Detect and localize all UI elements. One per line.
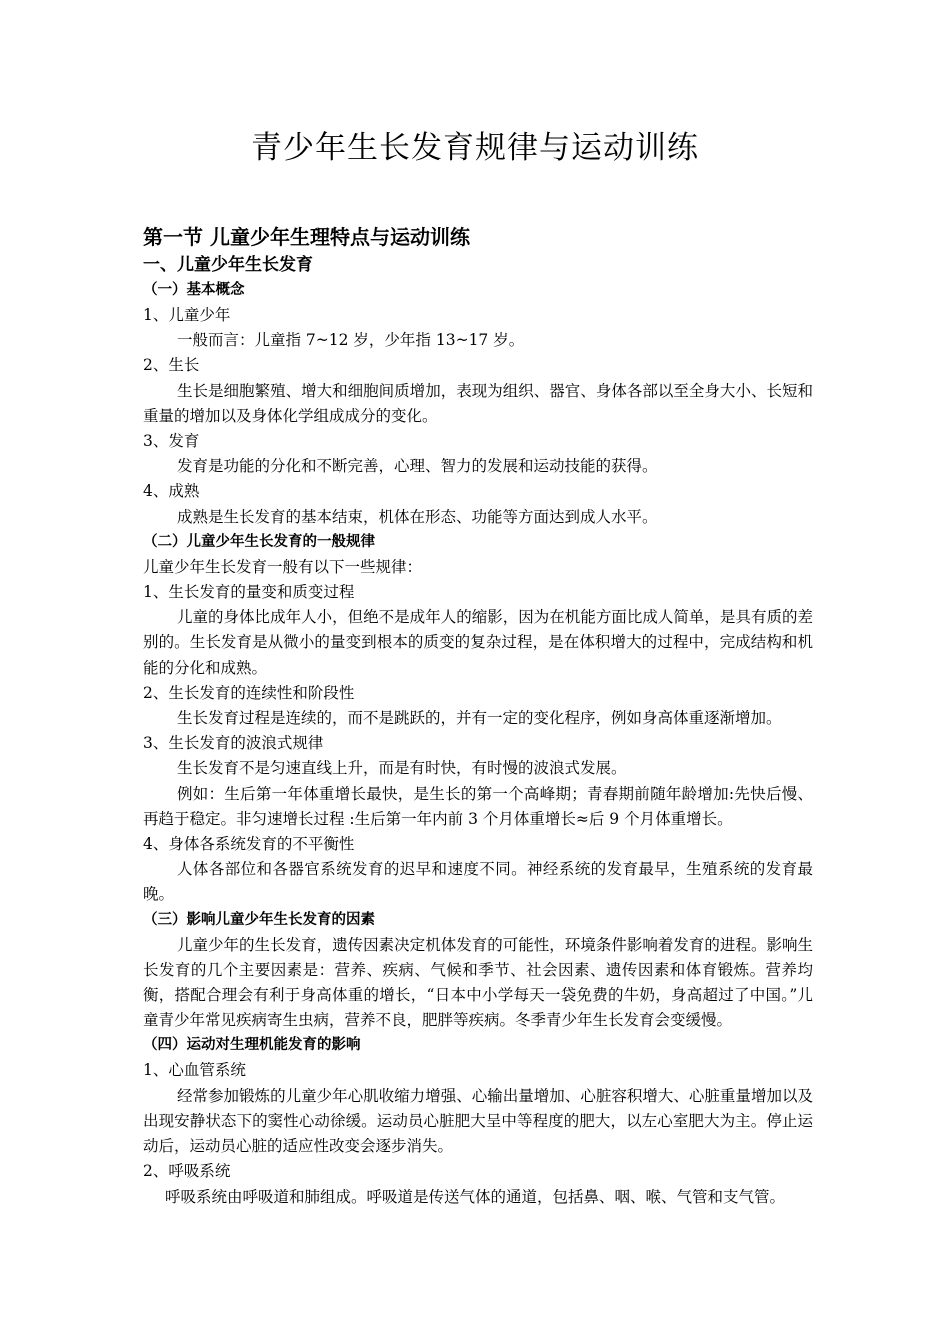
item-text: 成熟是生长发育的基本结束，机体在形态、功能等方面达到成人水平。 xyxy=(177,507,658,526)
item-title: 2、呼吸系统 xyxy=(143,1162,231,1181)
item-text: 生长是细胞繁殖、增大和细胞间质增加，表现为组织、器官、身体各部以至全身大小、长短和重量的增加以及身体化学组成成分的变化。 xyxy=(143,381,813,425)
item-text: 生长发育不是匀速直线上升，而是有时快，有时慢的波浪式发展。 xyxy=(177,759,627,778)
item-text: 人体各部位和各器官系统发育的迟早和速度不同。神经系统的发育最早，生殖系统的发育最晚。 xyxy=(143,860,813,904)
subsection-heading-1: （一）基本概念 xyxy=(143,282,245,298)
item-title: 1、儿童少年 xyxy=(143,306,231,324)
item-text: 经常参加锻炼的儿童少年心肌收缩力增强、心输出量增加、心脏容积增大、心脏重量增加以及出现安静状态下的窦性心动徐缓。运动员心脏肥大呈中等程度的肥大，以左心室肥大为主。停止运动后，运动员心脏的适应性改变会逐步消失。 xyxy=(143,1086,813,1156)
item-title: 2、生长发育的连续性和阶段性 xyxy=(143,683,355,702)
item-title: 4、成熟 xyxy=(143,482,200,501)
item-text: 儿童的身体比成年人小，但绝不是成年人的缩影，因为在机能方面比成人简单，是具有质的差别的。生长发育是从微小的量变到根本的质变的复杂过程，是在体积增大的过程中，完成结构和机能的分化和成熟。 xyxy=(143,608,813,677)
item-title: 1、心血管系统 xyxy=(143,1061,246,1080)
subsection-heading-4: （四）运动对生理机能发育的影响 xyxy=(143,1037,361,1054)
item-text: 一般而言：儿童指 7~12 岁，少年指 13~17 岁。 xyxy=(177,331,525,350)
item-title: 4、身体各系统发育的不平衡性 xyxy=(143,835,355,854)
subsection-heading-3: （三）影响儿童少年生长发育的因素 xyxy=(143,911,375,928)
item-title: 2、生长 xyxy=(143,356,200,375)
paragraph: 儿童少年生长发育一般有以下一些规律： xyxy=(143,557,423,576)
item-text: 例如：生后第一年体重增长最快，是生长的第一个高峰期；青春期前随年龄增加:先快后慢、再趋于稳定。非匀速增长过程 :生后第一年内前 3 个月体重增长≈后 9 个月体重增长。 xyxy=(143,784,813,828)
subsection-heading-2: （二）儿童少年生长发育的一般规律 xyxy=(143,533,375,550)
section-heading: 第一节 儿童少年生理特点与运动训练 xyxy=(143,225,470,249)
item-text: 发育是功能的分化和不断完善，心理、智力的发展和运动技能的获得。 xyxy=(177,457,658,476)
document-title: 青少年生长发育规律与运动训练 xyxy=(251,130,699,166)
paragraph: 儿童少年的生长发育，遗传因素决定机体发育的可能性，环境条件影响着发育的进程。影响生长发育的几个主要因素是：营养、疾病、气候和季节、社会因素、遗传因素和体育锻炼。营养均衡，搭配合理会有利于身高体重的增长，“日本中小学每天一袋免费的牛奶，身高超过了中国。”儿童青少年常见疾病寄生虫病，营养不良，肥胖等疾病。冬季青少年生长发育会变缓慢。 xyxy=(143,935,813,1030)
item-text: 呼吸系统由呼吸道和肺组成。呼吸道是传送气体的通道，包括鼻、咽、喉、气管和支气管。 xyxy=(165,1187,786,1206)
item-title: 3、生长发育的波浪式规律 xyxy=(143,734,324,753)
part-heading: 一、儿童少年生长发育 xyxy=(143,255,313,275)
item-title: 3、发育 xyxy=(143,432,200,451)
item-text: 生长发育过程是连续的，而不是跳跃的，并有一定的变化程序，例如身高体重逐渐增加。 xyxy=(177,709,782,728)
item-title: 1、生长发育的量变和质变过程 xyxy=(143,583,355,602)
document-body xyxy=(143,222,813,1210)
